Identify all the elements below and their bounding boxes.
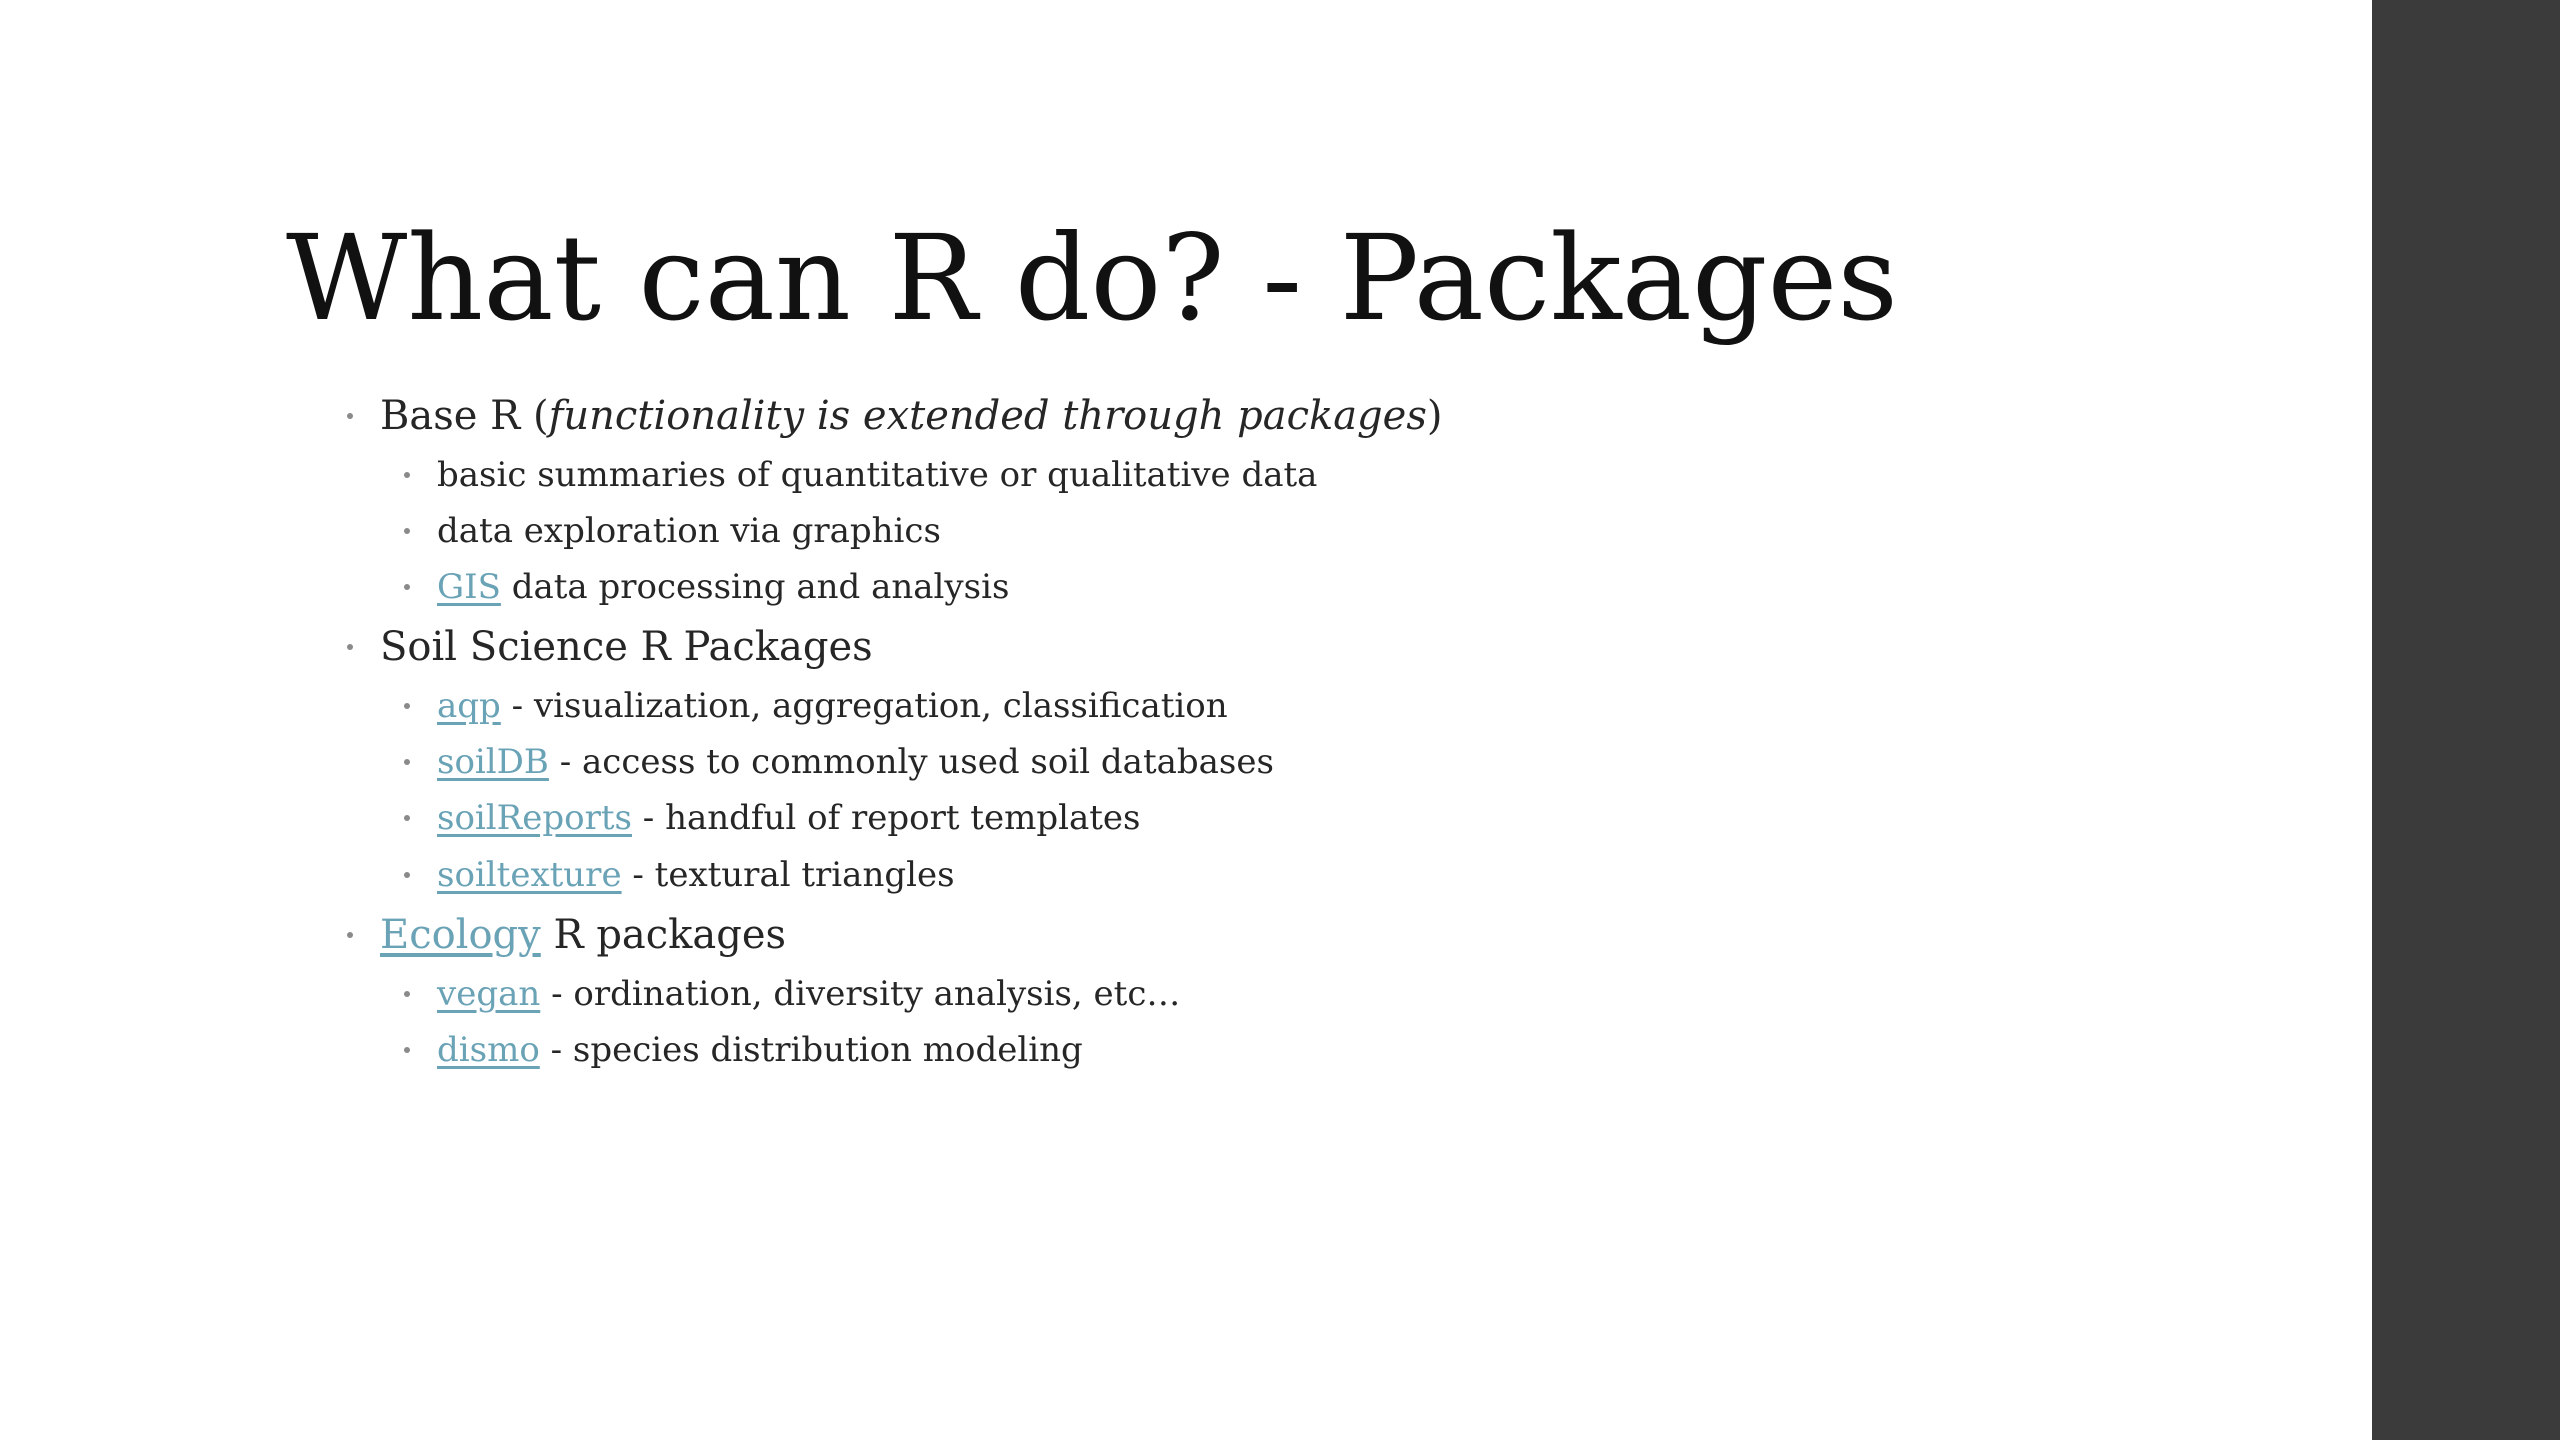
sub-bullet-soildb <box>437 738 1274 786</box>
bullet-dot-icon <box>404 991 410 997</box>
link-soiltexture[interactable]: soiltexture <box>437 855 622 895</box>
bullet-text: - handful of report templates <box>632 798 1141 838</box>
bullet-text: data exploration via graphics <box>437 511 941 551</box>
bullet-dot-icon <box>404 815 410 821</box>
sub-bullet-soilreports <box>437 794 1140 842</box>
link-aqp[interactable]: aqp <box>437 686 501 726</box>
sub-bullet-dismo <box>437 1026 1083 1074</box>
bullet-text: data processing and analysis <box>500 567 1010 607</box>
bullet-dot-icon <box>404 1047 410 1053</box>
sub-bullet-basic-summaries <box>437 451 1317 499</box>
sub-bullet-soiltexture <box>437 851 955 899</box>
bullet-dot-icon <box>404 759 410 765</box>
link-soilreports[interactable]: soilReports <box>437 798 632 838</box>
bullet-dot-icon <box>404 472 410 478</box>
bullet-text: Soil Science R Packages <box>380 624 873 670</box>
sub-bullet-aqp <box>437 682 1228 730</box>
bullet-text: - visualization, aggregation, classification <box>500 686 1228 726</box>
bullet-dot-icon <box>347 644 353 650</box>
link-soildb[interactable]: soilDB <box>437 742 549 782</box>
sub-bullet-data-exploration <box>437 507 941 555</box>
bullet-base-r <box>380 388 1442 444</box>
bullet-text: - textural triangles <box>621 855 955 895</box>
bullet-ecology <box>380 907 786 963</box>
bullet-italic-text: functionality is extended through packages <box>548 393 1427 439</box>
bullet-dot-icon <box>404 872 410 878</box>
bullet-dot-icon <box>347 932 353 938</box>
bullet-text: ) <box>1426 393 1443 439</box>
bullet-text: - access to commonly used soil databases <box>548 742 1274 782</box>
bullet-soil-science <box>380 619 873 675</box>
bullet-dot-icon <box>404 528 410 534</box>
bullet-text: R packages <box>540 912 787 958</box>
right-sidebar <box>2372 0 2560 1440</box>
bullet-dot-icon <box>347 413 353 419</box>
link-gis[interactable]: GIS <box>437 567 501 607</box>
bullet-text: - species distribution modeling <box>539 1030 1083 1070</box>
link-ecology[interactable]: Ecology <box>380 912 541 958</box>
slide-title: What can R do? - Packages <box>286 209 1898 347</box>
bullet-text: - ordination, diversity analysis, etc… <box>540 974 1181 1014</box>
bullet-dot-icon <box>404 584 410 590</box>
bullet-text: basic summaries of quantitative or qualitative data <box>437 455 1318 495</box>
link-vegan[interactable]: vegan <box>437 974 541 1014</box>
link-dismo[interactable]: dismo <box>437 1030 540 1070</box>
sub-bullet-vegan <box>437 970 1180 1018</box>
sub-bullet-gis <box>437 563 1009 611</box>
bullet-dot-icon <box>404 703 410 709</box>
bullet-text: Base R ( <box>380 393 549 439</box>
